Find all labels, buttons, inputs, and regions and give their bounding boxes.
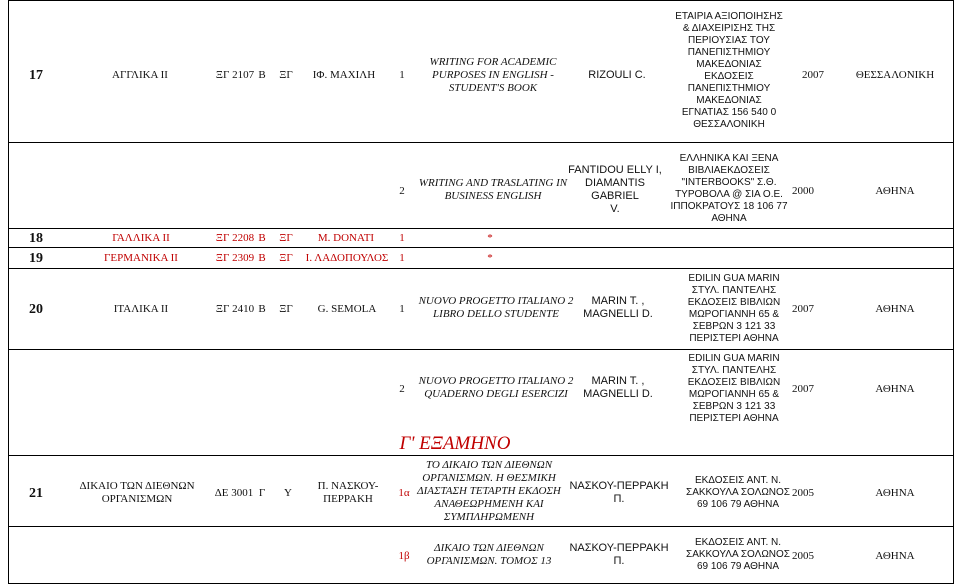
row-17-year: 2007	[802, 68, 824, 81]
row-20-semester: Β	[258, 302, 266, 315]
row-18-semester: Β	[258, 231, 266, 244]
row-18-number: 18	[29, 230, 43, 246]
row-21-year: 2005	[792, 486, 814, 499]
row-21-city: ΑΘΗΝΑ	[875, 486, 915, 499]
row-20-count: 1	[399, 302, 405, 315]
row-20-instructor: G. SEMOLA	[317, 302, 377, 315]
row-19-count: 1	[399, 251, 405, 264]
row-20-course: ΙΤΑΛΙΚΑ ΙΙ	[113, 302, 169, 315]
section-heading: Γ' ΕΞΑΜΗΝΟ	[399, 432, 511, 454]
row-17b-year: 2000	[792, 184, 814, 197]
row-21-type: Υ	[284, 486, 292, 499]
row-19-course: ΓΕΡΜΑΝΙΚΑ ΙΙ	[104, 251, 178, 264]
row-18-type: ΞΓ	[279, 231, 293, 244]
row-20b-author: MARIN T. , MAGNELLI D.	[583, 375, 653, 400]
row-17b-book-title: WRITING AND TRASLATING IN BUSINESS ENGLISH	[418, 177, 568, 202]
row-21b-city: ΑΘΗΝΑ	[875, 549, 915, 562]
row-17b-city: ΑΘΗΝΑ	[875, 184, 915, 197]
rule	[8, 142, 954, 143]
rule	[8, 0, 954, 1]
row-18-count: 1	[399, 231, 405, 244]
row-19-asterisk: *	[487, 251, 493, 264]
row-20-publisher: EDILIN GUA MARIN ΣΤΥΛ. ΠΑΝΤΕΛΗΣ ΕΚΔΟΣΕΙΣ ΒΙΒΛΙΩΝ ΜΩΡΟΓΙΑΝΝΗ 65 & ΣΕΒΡΩΝ 3 121 33 ΠΕΡΙΣΤΕΡΙ ΑΘΗΝΑ	[687, 273, 781, 344]
row-17-code: ΞΓ 2107	[215, 68, 255, 81]
row-18-asterisk: *	[487, 231, 493, 244]
row-17-publisher: ΕΤΑΙΡΙΑ ΑΞΙΟΠΟΙΗΣΗΣ & ΔΙΑΧΕΙΡΙΣΗΣ ΤΗΣ ΠΕΡΙΟΥΣΙΑΣ ΤΟΥ ΠΑΝΕΠΙΣΤΗΜΙΟΥ ΜΑΚΕΔΟΝΙΑΣ ΕΚΔΟΣΕΙΣ ΠΑΝΕΠΙΣΤΗΜΙΟΥ ΜΑΚΕΔΟΝΙΑΣ ΕΓΝΑΤΙΑΣ 156 540 0 ΘΕΣΣΑΛΟΝΙΚΗ	[675, 11, 783, 130]
row-18-course: ΓΑΛΛΙΚΑ ΙΙ	[112, 231, 170, 244]
row-17-course: ΑΓΓΛΙΚΑ ΙΙ	[112, 68, 168, 81]
row-21b-book-title: ΔΙΚΑΙΟ ΤΩΝ ΔΙΕΘΝΩΝ ΟΡΓΑΝΙΣΜΩΝ. ΤΟΜΟΣ 13	[426, 542, 552, 567]
row-21-count: 1α	[398, 486, 410, 499]
row-17b-author: FANTIDOU ELLY I, DIAMANTIS GABRIEL V.	[568, 164, 662, 215]
row-17-instructor: ΙΦ. ΜΑΧΙΛΗ	[312, 68, 376, 81]
row-19-code: ΞΓ 2309	[215, 251, 255, 264]
row-18-instructor: M. DONATI	[317, 231, 375, 244]
row-21b-author: ΝΑΣΚΟΥ-ΠΕΡΡΑΚΗ Π.	[569, 542, 669, 567]
row-20b-book-title: NUOVO PROGETTO ITALIANO 2 QUADERNO DEGLI ESERCIZI	[418, 375, 574, 400]
row-21-book-title: ΤΟ ΔΙΚΑΙΟ ΤΩΝ ΔΙΕΘΝΩΝ ΟΡΓΑΝΙΣΜΩΝ. Η ΘΕΣΜΙΚΗ ΔΙΑΣΤΑΣΗ ΤΕΤΑΡΤΗ ΕΚΔΟΣΗ ΑΝΑΘΕΩΡΗΜΕΝΗ ΚΑΙ ΣΥΜΠΛΗΡΩΜΕΝΗ	[417, 458, 561, 523]
row-21-author: ΝΑΣΚΟΥ-ΠΕΡΡΑΚΗ Π.	[569, 480, 669, 505]
row-21b-year: 2005	[792, 549, 814, 562]
row-20-code: ΞΓ 2410	[215, 302, 255, 315]
rule	[8, 526, 954, 527]
row-19-number: 19	[29, 250, 43, 266]
row-20-book-title: NUOVO PROGETTO ITALIANO 2 LIBRO DELLO STUDENTE	[418, 295, 574, 320]
row-21b-count: 1β	[398, 549, 410, 562]
row-20-city: ΑΘΗΝΑ	[875, 302, 915, 315]
row-20-year: 2007	[792, 302, 814, 315]
row-19-type: ΞΓ	[279, 251, 293, 264]
row-17b-count: 2	[399, 184, 405, 197]
row-17-type: ΞΓ	[279, 68, 293, 81]
row-21b-publisher: ΕΚΔΟΣΕΙΣ ΑΝΤ. Ν. ΣΑΚΚΟΥΛΑ ΣΟΛΩΝΟΣ 69 106 79 ΑΘΗΝΑ	[686, 537, 790, 572]
row-21-number: 21	[29, 485, 43, 501]
row-20b-count: 2	[399, 382, 405, 395]
rule	[8, 268, 954, 269]
row-20b-year: 2007	[792, 382, 814, 395]
row-21-instructor: Π. ΝΑΣΚΟΥ- ΠΕΡΡΑΚΗ	[317, 480, 379, 505]
rule	[8, 349, 954, 350]
row-18-code: ΞΓ 2208	[215, 231, 255, 244]
row-19-semester: Β	[258, 251, 266, 264]
row-17-book-title: WRITING FOR ACADEMIC PURPOSES IN ENGLISH - STUDENT'S BOOK	[429, 55, 557, 94]
row-21-code: ΔΕ 3001	[214, 486, 254, 499]
row-20-number: 20	[29, 301, 43, 317]
row-20b-city: ΑΘΗΝΑ	[875, 382, 915, 395]
row-20b-publisher: EDILIN GUA MARIN ΣΤΥΛ. ΠΑΝΤΕΛΗΣ ΕΚΔΟΣΕΙΣ ΒΙΒΛΙΩΝ ΜΩΡΟΓΙΑΝΝΗ 65 & ΣΕΒΡΩΝ 3 121 33 ΠΕΡΙΣΤΕΡΙ ΑΘΗΝΑ	[687, 353, 781, 424]
row-21-semester: Γ	[258, 486, 266, 499]
rule	[953, 0, 954, 584]
row-17-count: 1	[399, 68, 405, 81]
row-17-semester: Β	[258, 68, 266, 81]
row-17-author: RIZOULI C.	[588, 68, 646, 81]
row-19-instructor: Ι. ΛΑΔΟΠΟΥΛΟΣ	[305, 251, 389, 264]
row-17-number: 17	[29, 67, 43, 83]
row-20-type: ΞΓ	[279, 302, 293, 315]
rule	[8, 0, 9, 584]
row-17-city: ΘΕΣΣΑΛΟΝΙΚΗ	[855, 68, 935, 81]
row-17b-publisher: ΕΛΛΗΝΙΚΑ ΚΑΙ ΞΕΝΑ ΒΙΒΛΙΑΕΚΔΟΣΕΙΣ "INTERBOOKS" Σ.Θ. ΤΥΡΟΒΟΛΑ @ ΣΙΑ Ο.Ε. ΙΠΠΟΚΡΑΤΟΥΣ 18 106 77 ΑΘΗΝΑ	[670, 153, 788, 224]
row-21-course: ΔΙΚΑΙΟ ΤΩΝ ΔΙΕΘΝΩΝ ΟΡΓΑΝΙΣΜΩΝ	[79, 480, 195, 505]
row-21-publisher: ΕΚΔΟΣΕΙΣ ΑΝΤ. Ν. ΣΑΚΚΟΥΛΑ ΣΟΛΩΝΟΣ 69 106 79 ΑΘΗΝΑ	[686, 475, 790, 510]
row-20-author: MARIN T. , MAGNELLI D.	[583, 295, 653, 320]
